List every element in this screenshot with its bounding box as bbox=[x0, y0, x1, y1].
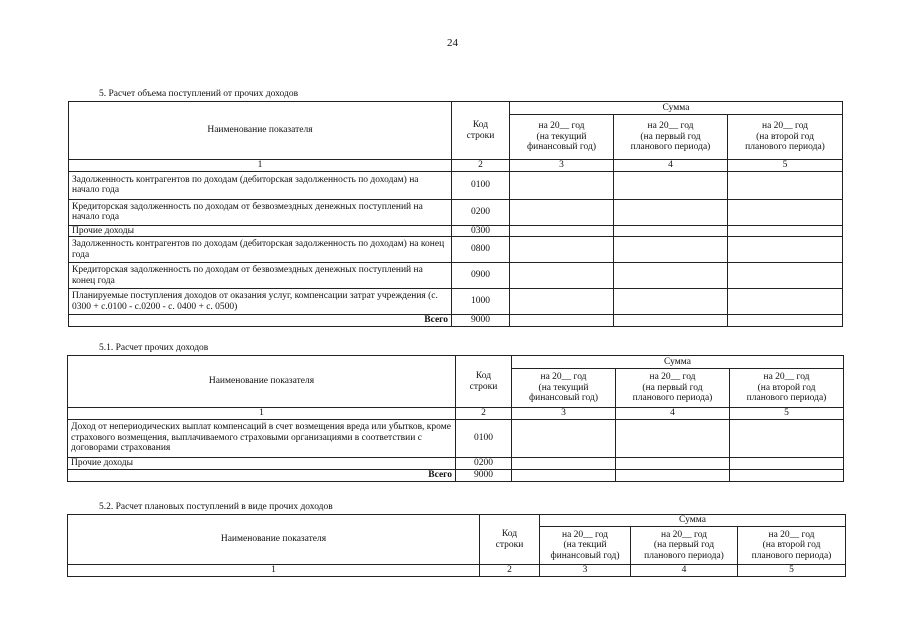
header-col3-line1: на 20__ год bbox=[561, 529, 609, 540]
value-cell[interactable] bbox=[614, 225, 728, 237]
header-code bbox=[480, 515, 540, 565]
row-code: 0900 bbox=[452, 263, 510, 289]
column-number: 2 bbox=[452, 160, 510, 172]
section-5-2-title: 5.2. Расчет плановых поступлений в виде прочих доходов bbox=[99, 502, 333, 512]
header-col4 bbox=[614, 115, 728, 160]
header-col3-line2: (на текций bbox=[563, 540, 607, 551]
header-col3-line3: финансовый год) bbox=[550, 550, 620, 561]
header-code-line1: Код bbox=[501, 529, 518, 539]
column-number: 4 bbox=[631, 565, 738, 577]
column-number: 4 bbox=[614, 160, 728, 172]
table-row bbox=[69, 225, 843, 237]
row-name: Кредиторская задолженность по доходам от безвозмездных денежных поступлений на конец года bbox=[69, 263, 452, 289]
header-col4-line2: (на первый год bbox=[653, 540, 715, 551]
value-cell[interactable] bbox=[512, 469, 616, 481]
header-col3-line3: финансовый год) bbox=[528, 393, 599, 404]
row-code: 0100 bbox=[456, 419, 512, 457]
value-cell[interactable] bbox=[614, 171, 728, 199]
column-number: 3 bbox=[540, 565, 631, 577]
header-name: Наименование показателя bbox=[68, 515, 480, 565]
header-col4-line2: (на первый год bbox=[640, 131, 701, 142]
header-name: Наименование показателя bbox=[68, 356, 456, 408]
header-col3-line1: на 20__ год bbox=[538, 121, 585, 132]
value-cell[interactable] bbox=[728, 237, 843, 263]
value-cell[interactable] bbox=[510, 225, 614, 237]
header-col5-line1: на 20__ год bbox=[761, 121, 809, 132]
row-name: Доход от непериодических выплат компенсаций в счет возмещения вреда или убытков, кроме страхового возмещения, выплачиваемого страховыми организациями в соответствии с договорами страхования bbox=[68, 419, 456, 457]
value-cell[interactable] bbox=[614, 199, 728, 225]
value-cell[interactable] bbox=[614, 237, 728, 263]
header-row bbox=[69, 102, 843, 115]
value-cell[interactable] bbox=[728, 199, 843, 225]
value-cell[interactable] bbox=[614, 315, 728, 327]
header-col4-line3: планового периода) bbox=[630, 142, 711, 153]
row-name: Кредиторская задолженность по доходам от безвозмездных денежных поступлений на начало года bbox=[69, 199, 452, 225]
column-number: 5 bbox=[738, 565, 846, 577]
value-cell[interactable] bbox=[510, 237, 614, 263]
header-col5-line3: планового периода) bbox=[746, 393, 827, 404]
header-col5-line3: планового периода) bbox=[745, 142, 825, 153]
header-code-line1: Код bbox=[475, 371, 492, 381]
header-col4-line3: планового периода) bbox=[644, 550, 724, 561]
header-col4-line3: планового периода) bbox=[632, 393, 713, 404]
section-5-1-table bbox=[67, 355, 844, 482]
column-number-row bbox=[68, 408, 844, 420]
header-code bbox=[452, 102, 510, 160]
header-row bbox=[68, 356, 844, 369]
column-number-row bbox=[68, 565, 846, 577]
header-code-line1: Код bbox=[472, 120, 489, 130]
header-col3 bbox=[512, 369, 616, 408]
value-cell[interactable] bbox=[728, 315, 843, 327]
row-name: Прочие доходы bbox=[69, 225, 452, 237]
header-col5 bbox=[738, 527, 846, 565]
header-col4-line2: (на первый год bbox=[642, 382, 703, 393]
header-col5-line2: (на второй год bbox=[757, 382, 816, 393]
value-cell[interactable] bbox=[510, 315, 614, 327]
header-code-line2: строки bbox=[466, 130, 495, 141]
header-col4-line1: на 20__ год bbox=[649, 372, 696, 383]
value-cell[interactable] bbox=[614, 289, 728, 315]
header-col5 bbox=[730, 369, 844, 408]
value-cell[interactable] bbox=[510, 199, 614, 225]
row-name: Задолженность контрагентов по доходам (дебиторская задолженность по доходам) на конец года bbox=[69, 237, 452, 263]
row-code: 0100 bbox=[452, 171, 510, 199]
value-cell[interactable] bbox=[728, 289, 843, 315]
row-code: 0200 bbox=[452, 199, 510, 225]
header-col3-line2: (на текущий bbox=[538, 382, 589, 393]
value-cell[interactable] bbox=[616, 457, 730, 469]
row-name: Прочие доходы bbox=[68, 457, 456, 469]
column-number: 1 bbox=[68, 565, 480, 577]
header-sum: Сумма bbox=[540, 515, 846, 527]
value-cell[interactable] bbox=[614, 263, 728, 289]
total-label: Всего bbox=[69, 315, 452, 327]
column-number-row bbox=[69, 160, 843, 172]
column-number: 5 bbox=[730, 408, 844, 420]
header-col3-line3: финансовый год) bbox=[526, 142, 597, 153]
total-code: 9000 bbox=[452, 315, 510, 327]
row-code: 0800 bbox=[452, 237, 510, 263]
header-sum: Сумма bbox=[512, 356, 844, 369]
header-col5-line2: (на второй год bbox=[762, 540, 821, 551]
row-code: 1000 bbox=[452, 289, 510, 315]
header-col5-line3: планового периода) bbox=[751, 550, 832, 561]
value-cell[interactable] bbox=[616, 469, 730, 481]
header-row bbox=[68, 515, 846, 527]
header-code-line2: строки bbox=[495, 539, 524, 550]
column-number: 1 bbox=[68, 408, 456, 420]
header-col3-line2: (на текущий bbox=[536, 131, 587, 142]
value-cell[interactable] bbox=[616, 419, 730, 457]
header-col5-line2: (на второй год bbox=[756, 131, 814, 142]
section-5-table bbox=[68, 101, 843, 327]
header-name: Наименование показателя bbox=[69, 102, 452, 160]
table-row bbox=[69, 171, 843, 199]
total-code: 9000 bbox=[456, 469, 512, 481]
value-cell[interactable] bbox=[728, 263, 843, 289]
column-number: 2 bbox=[480, 565, 540, 577]
total-row bbox=[68, 469, 844, 481]
header-col5-line1: на 20__ год bbox=[768, 529, 815, 540]
value-cell[interactable] bbox=[730, 457, 844, 469]
value-cell[interactable] bbox=[730, 419, 844, 457]
row-code: 0300 bbox=[452, 225, 510, 237]
column-number: 4 bbox=[616, 408, 730, 420]
header-col5 bbox=[728, 115, 843, 160]
header-col5-line1: на 20__ год bbox=[763, 372, 810, 383]
column-number: 2 bbox=[456, 408, 512, 420]
section-5-2-table bbox=[67, 514, 846, 577]
table-row bbox=[69, 263, 843, 289]
column-number: 1 bbox=[69, 160, 452, 172]
table-row bbox=[68, 457, 844, 469]
total-row bbox=[69, 315, 843, 327]
header-col3 bbox=[510, 115, 614, 160]
value-cell[interactable] bbox=[728, 171, 843, 199]
table-row bbox=[69, 289, 843, 315]
header-col3-line1: на 20__ год bbox=[540, 372, 587, 383]
header-col4-line1: на 20__ год bbox=[660, 529, 708, 540]
header-col4 bbox=[616, 369, 730, 408]
header-code bbox=[456, 356, 512, 408]
header-sum: Сумма bbox=[510, 102, 843, 115]
value-cell[interactable] bbox=[510, 171, 614, 199]
total-label: Всего bbox=[68, 469, 456, 481]
value-cell[interactable] bbox=[512, 419, 616, 457]
table-row bbox=[69, 237, 843, 263]
table-row bbox=[68, 419, 844, 457]
row-name: Задолженность контрагентов по доходам (дебиторская задолженность по доходам) на начало года bbox=[69, 171, 452, 199]
value-cell[interactable] bbox=[510, 289, 614, 315]
section-5-1-title: 5.1. Расчет прочих доходов bbox=[99, 343, 209, 353]
value-cell[interactable] bbox=[728, 225, 843, 237]
column-number: 5 bbox=[728, 160, 843, 172]
row-name: Планируемые поступления доходов от оказания услуг, компенсации затрат учреждения (с. 0300 + с.0100 - с.0200 - с. 0400 + с. 0500) bbox=[69, 289, 452, 315]
section-5-title: 5. Расчет объема поступлений от прочих доходов bbox=[99, 89, 299, 99]
header-col4 bbox=[631, 527, 738, 565]
column-number: 3 bbox=[510, 160, 614, 172]
value-cell[interactable] bbox=[512, 457, 616, 469]
header-code-line2: строки bbox=[469, 381, 498, 392]
header-col3 bbox=[540, 527, 631, 565]
value-cell[interactable] bbox=[730, 469, 844, 481]
page-number: 24 bbox=[447, 37, 458, 49]
header-col4-line1: на 20__ год bbox=[647, 121, 694, 132]
row-code: 0200 bbox=[456, 457, 512, 469]
value-cell[interactable] bbox=[510, 263, 614, 289]
column-number: 3 bbox=[512, 408, 616, 420]
table-row bbox=[69, 199, 843, 225]
